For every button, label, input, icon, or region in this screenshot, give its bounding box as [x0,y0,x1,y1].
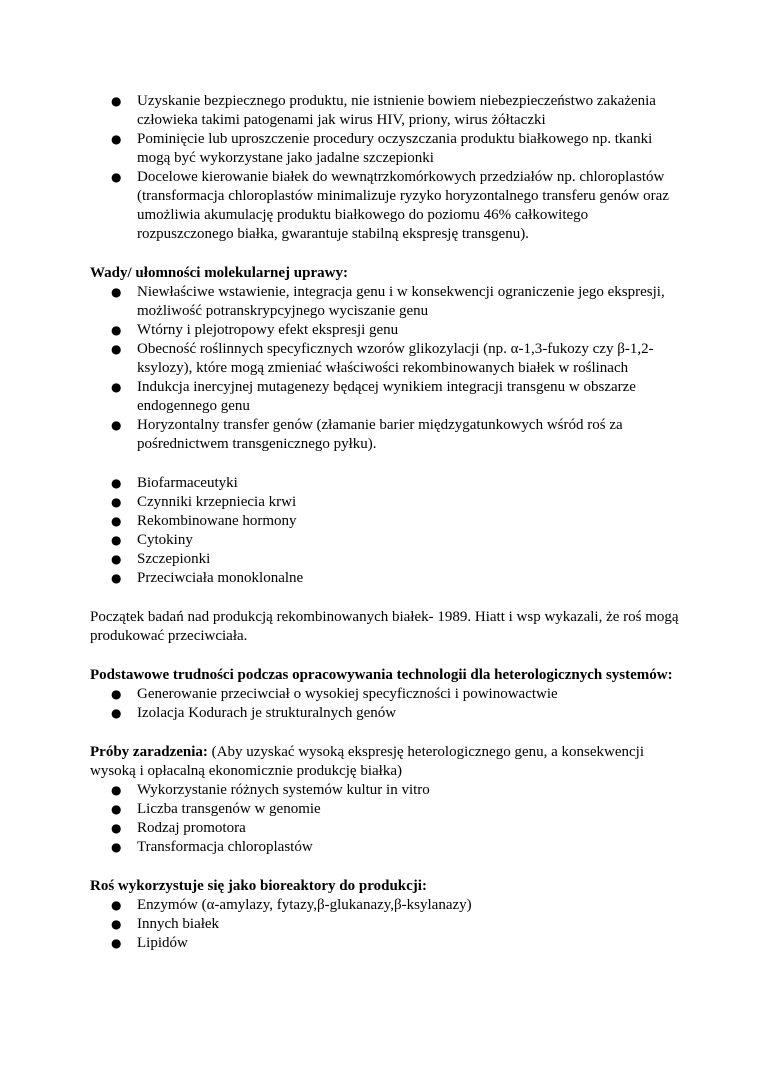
list-item [90,321,680,340]
bullet-icon: ● [111,898,122,912]
bullet-icon: ● [111,533,122,547]
bullet-icon: ● [111,552,122,566]
bullet-icon: ● [111,342,122,356]
list-item-text: Lipidów [137,935,188,951]
bullet-icon: ● [111,936,122,950]
list-item [90,838,680,857]
products-list [90,474,680,588]
list-item-text: Indukcja inercyjnej mutagenezy będącej wynikiem integracji transgenu w obszarze endogennego genu [137,379,636,414]
intro-list [90,92,680,244]
list-item [90,934,680,953]
list-item-text: Horyzontalny transfer genów (złamanie barier międzygatunkowych wśród roś za pośrednictwem transgenicznego pyłku). [137,417,623,452]
list-item-text: Szczepionki [137,551,211,567]
list-item-text: Docelowe kierowanie białek do wewnątrzkomórkowych przedziałów np. chloroplastów (transformacja chloroplastów minimalizuje ryzyko horyzontalnego transferu genów oraz umożliwia akumulację produktu białkowego do poziomu 46% całkowitego rozpuszczonego białka, gwarantuje stabilną ekspresję transgenu). [137,169,669,242]
list-item-text: Izolacja Kodurach je strukturalnych genów [137,705,397,721]
list-item [90,569,680,588]
list-item-text: Generowanie przeciwciał o wysokiej specyficzności i powinowactwie [137,686,558,702]
list-item-text: Przeciwciała monoklonalne [137,570,304,586]
bullet-icon: ● [111,571,122,585]
list-item-text: Pominięcie lub uproszczenie procedury oczyszczania produktu białkowego np. tkanki mogą być wykorzystane jako jadalne szczepionki [137,131,653,166]
list-item-text: Cytokiny [137,532,193,548]
list-item [90,493,680,512]
difficulties-list [90,685,680,723]
list-item-text: Obecność roślinnych specyficznych wzorów glikozylacji (np. α-1,3-fukozy czy β-1,2-ksylozy), które mogą zmieniać właściwości rekombinowanych białek w roślinach [137,341,654,376]
defects-list [90,283,680,454]
remedies-paragraph [90,743,680,781]
bullet-icon: ● [111,170,122,184]
list-item [90,819,680,838]
bullet-icon: ● [111,840,122,854]
remedies-list [90,781,680,857]
list-item-text: Rodzaj promotora [137,820,246,836]
list-item [90,685,680,704]
list-item [90,416,680,454]
list-item [90,474,680,493]
remedies-heading: Próby zaradzenia: [90,744,208,760]
bullet-icon: ● [111,706,122,720]
list-item [90,512,680,531]
list-item [90,378,680,416]
list-item [90,896,680,915]
bullet-icon: ● [111,917,122,931]
list-item-text: Rekombinowane hormony [137,513,297,529]
defects-heading: Wady/ ułomności molekularnej uprawy: [90,265,348,281]
list-item [90,781,680,800]
bullet-icon: ● [111,285,122,299]
bioreactors-list [90,896,680,953]
bullet-icon: ● [111,802,122,816]
list-item [90,92,680,130]
list-item-text: Niewłaściwe wstawienie, integracja genu i w konsekwencji ograniczenie jego ekspresji, możliwość potranskrypcyjnego wyciszanie genu [137,284,665,319]
list-item-text: Uzyskanie bezpiecznego produktu, nie istnienie bowiem niebezpieczeństwo zakażenia człowieka takimi patogenami jak wirus HIV, priony, wirus żółtaczki [137,93,656,128]
list-item [90,800,680,819]
bullet-icon: ● [111,94,122,108]
list-item [90,915,680,934]
history-paragraph: Początek badań nad produkcją rekombinowanych białek- 1989. Hiatt i wsp wykazali, że roś mogą produkować przeciwciała. [90,609,679,644]
bullet-icon: ● [111,380,122,394]
list-item-text: Czynniki krzepniecia krwi [137,494,297,510]
bullet-icon: ● [111,418,122,432]
difficulties-heading: Podstawowe trudności podczas opracowywania technologii dla heterologicznych systemów: [90,667,673,683]
bullet-icon: ● [111,323,122,337]
list-item [90,130,680,168]
bullet-icon: ● [111,495,122,509]
bullet-icon: ● [111,783,122,797]
list-item-text: Enzymów (α-amylazy, fytazy,β-glukanazy,β-ksylanazy) [137,897,472,913]
document-page [90,92,680,953]
bioreactors-heading: Roś wykorzystuje się jako bioreaktory do produkcji: [90,878,427,894]
bullet-icon: ● [111,132,122,146]
bullet-icon: ● [111,821,122,835]
list-item-text: Biofarmaceutyki [137,475,238,491]
list-item-text: Transformacja chloroplastów [137,839,313,855]
list-item-text: Wykorzystanie różnych systemów kultur in vitro [137,782,430,798]
list-item-text: Wtórny i plejotropowy efekt ekspresji genu [137,322,399,338]
bullet-icon: ● [111,687,122,701]
list-item [90,340,680,378]
list-item [90,168,680,244]
list-item [90,550,680,569]
list-item-text: Liczba transgenów w genomie [137,801,321,817]
bullet-icon: ● [111,514,122,528]
list-item [90,283,680,321]
list-item [90,704,680,723]
list-item [90,531,680,550]
remedies-description: (Aby uzyskać wysoką ekspresję heterologicznego genu, a konsekwencji wysoką i opłacalną ekonomicznie produkcję białka) [90,744,644,779]
bullet-icon: ● [111,476,122,490]
list-item-text: Innych białek [137,916,220,932]
